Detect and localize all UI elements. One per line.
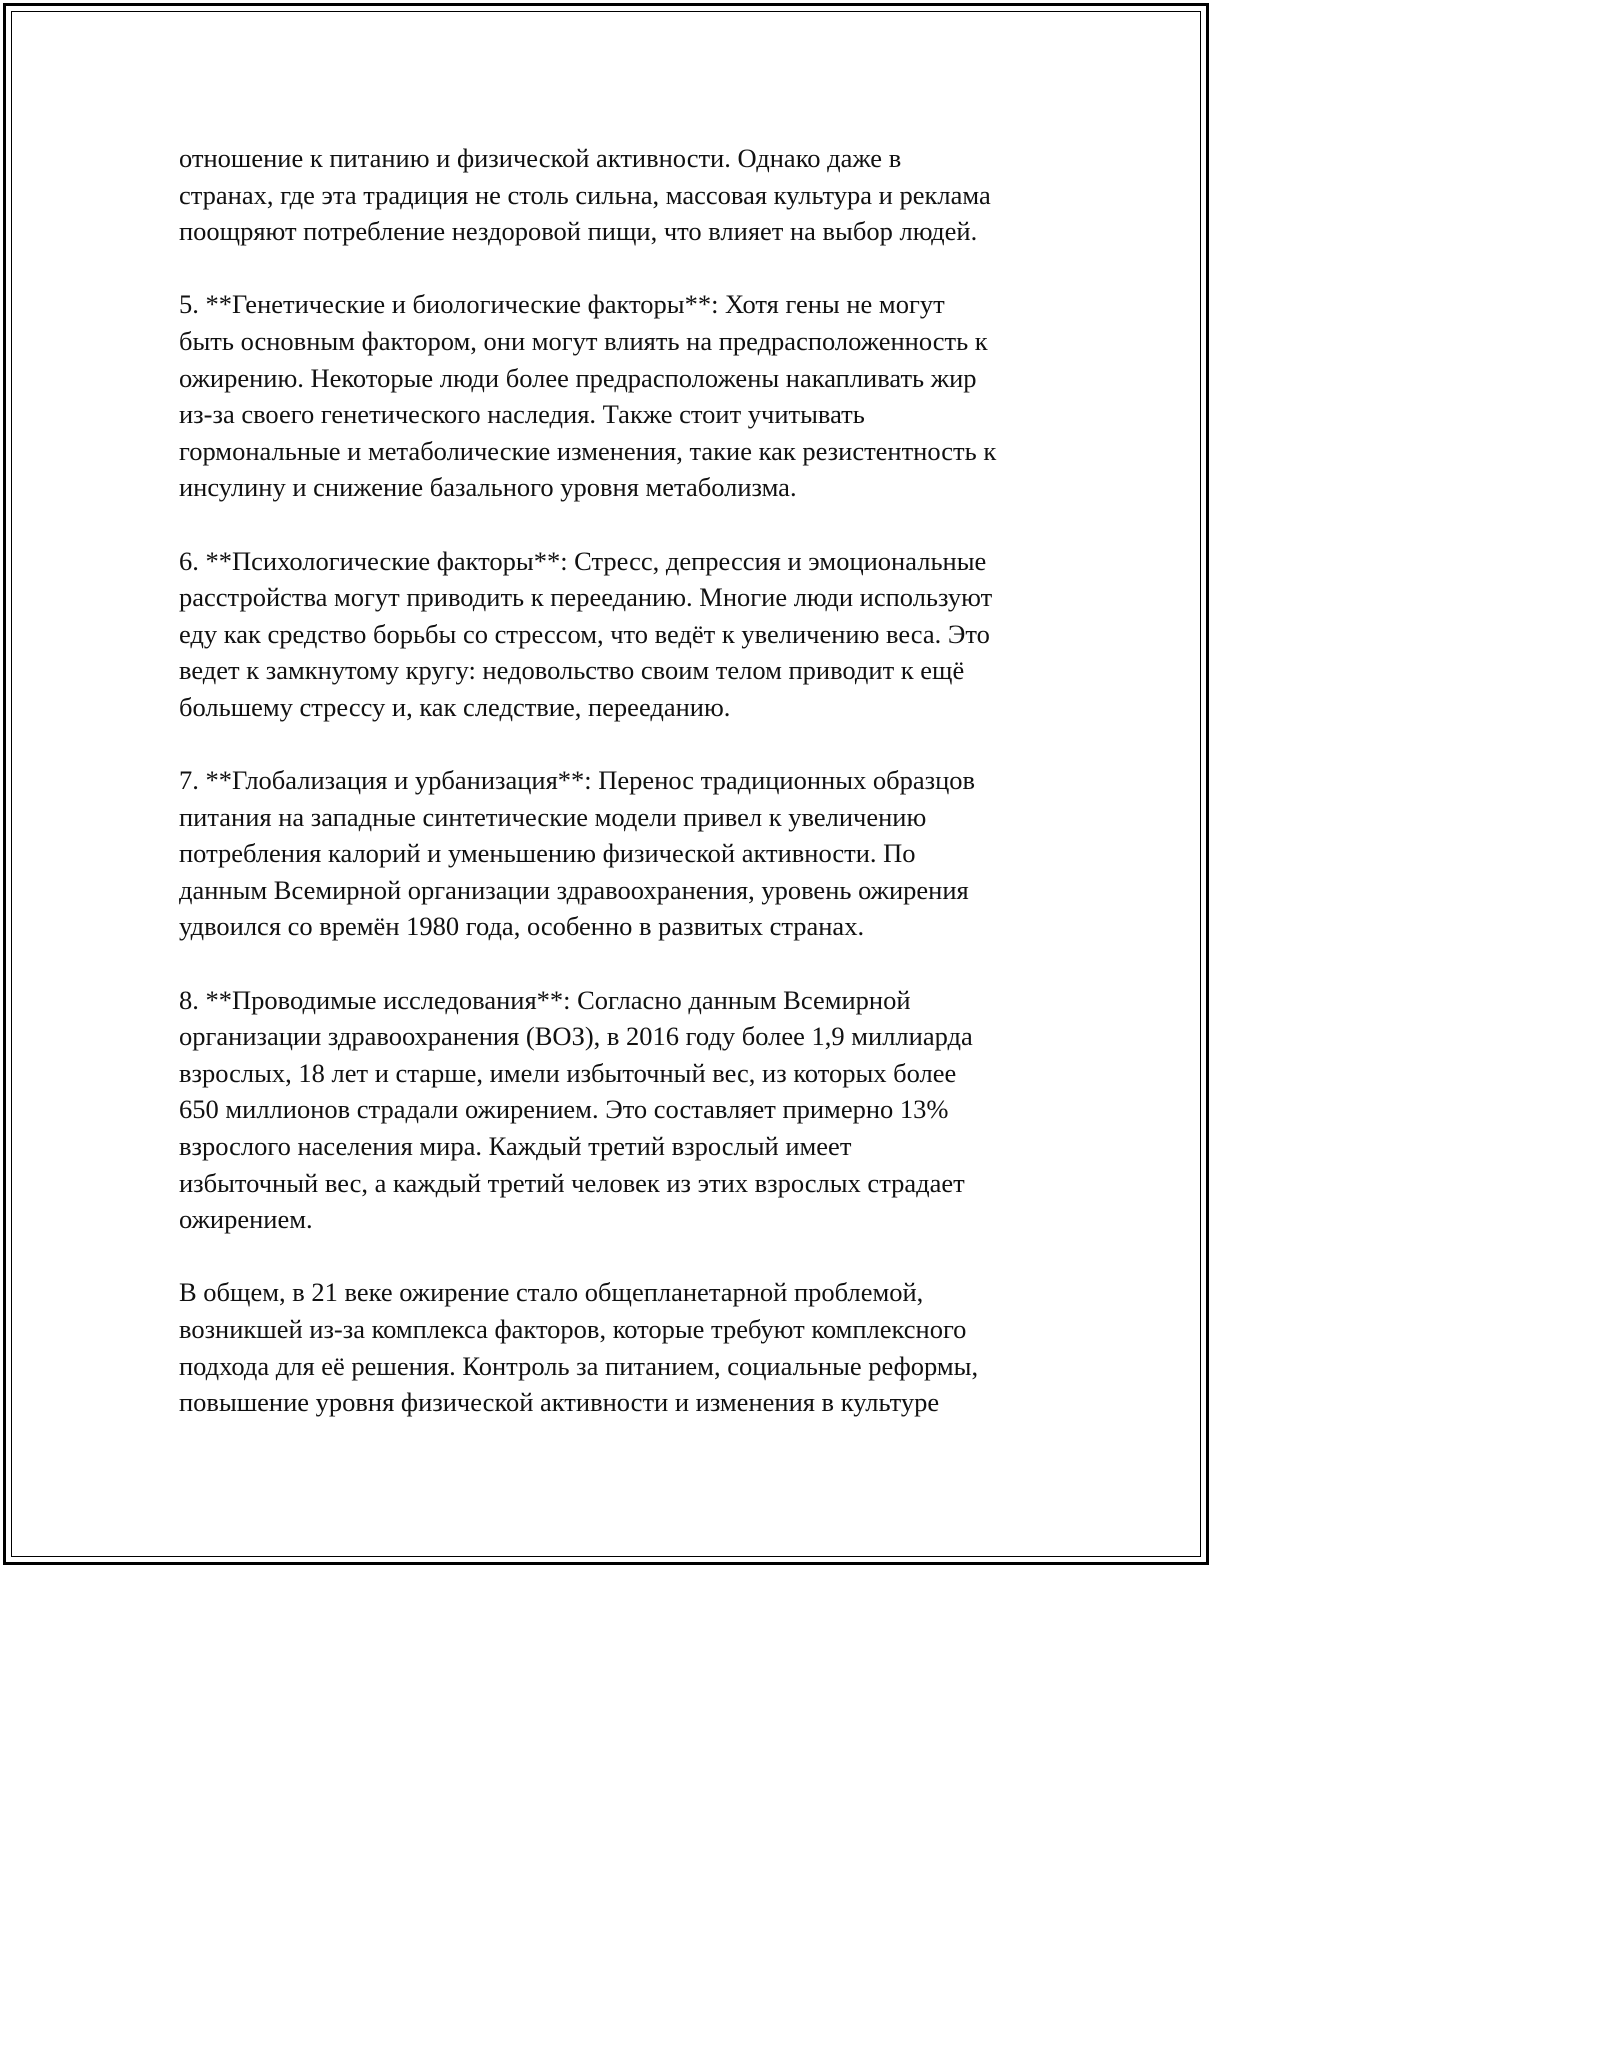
text-line: быть основным фактором, они могут влиять на предрасположенность к: [179, 325, 988, 356]
text-line: организации здравоохранения (ВОЗ), в 2016 году более 1,9 миллиарда: [179, 1021, 973, 1052]
text-line: 8. **Проводимые исследования**: Согласно данным Всемирной: [179, 984, 911, 1015]
text-line: избыточный вес, а каждый третий человек из этих взрослых страдает: [179, 1167, 965, 1198]
text-line: гормональные и метаболические изменения, такие как резистентность к: [179, 435, 997, 466]
text-line: из-за своего генетического наследия. Также стоит учитывать: [179, 399, 865, 430]
text-line: потребления калорий и уменьшению физической активности. По: [179, 838, 916, 869]
text-line: расстройства могут приводить к перееданию. Многие люди используют: [179, 582, 993, 613]
text-line: 5. **Генетические и биологические факторы**: Хотя гены не могут: [179, 289, 945, 320]
text-line: удвоился со времён 1980 года, особенно в развитых странах.: [179, 911, 865, 942]
text-line: странах, где эта традиция не столь сильна, массовая культура и реклама: [179, 179, 991, 210]
text-line: возникшей из-за комплекса факторов, которые требуют комплексного: [179, 1314, 967, 1344]
text-line: взрослого населения мира. Каждый третий взрослый имеет: [179, 1131, 852, 1162]
paragraph-spacer: [179, 250, 1059, 287]
text-line: ведет к замкнутому кругу: недовольство своим телом приводит к ещё: [179, 655, 965, 686]
text-line: большему стрессу и, как следствие, перееданию.: [179, 691, 731, 722]
text-line: ожирением.: [179, 1204, 313, 1235]
text-line: еду как средство борьбы со стрессом, что ведёт к увеличению веса. Это: [179, 618, 990, 649]
text-line: данным Всемирной организации здравоохранения, уровень ожирения: [179, 874, 969, 905]
paragraph-spacer: [179, 1238, 1059, 1275]
text-line: питания на западные синтетические модели привел к увеличению: [179, 801, 927, 832]
paragraph-spacer: [179, 945, 1059, 982]
text-line: отношение к питанию и физической активности. Однако даже в: [179, 143, 902, 173]
text-line: В общем, в 21 веке ожирение стало общепланетарной проблемой,: [179, 1277, 924, 1308]
text-line: инсулину и снижение базального уровня метаболизма.: [179, 472, 797, 503]
text-line: ожирению. Некоторые люди более предрасположены накапливать жир: [179, 362, 977, 393]
paragraph-spacer: [179, 506, 1059, 543]
text-line: поощряют потребление нездоровой пищи, что влияет на выбор людей.: [179, 216, 978, 247]
text-line: 7. **Глобализация и урбанизация**: Перенос традиционных образцов: [179, 765, 976, 796]
text-line: взрослых, 18 лет и старше, имели избыточный вес, из которых более: [179, 1057, 957, 1088]
paragraph-spacer: [179, 726, 1059, 763]
document-body: [179, 140, 1059, 1421]
text-line: 650 миллионов страдали ожирением. Это составляет примерно 13%: [179, 1094, 949, 1125]
text-line: 6. **Психологические факторы**: Стресс, депрессия и эмоциональные: [179, 545, 987, 576]
text-line: повышение уровня физической активности и изменения в культуре: [179, 1387, 940, 1418]
text-line: подхода для её решения. Контроль за питанием, социальные реформы,: [179, 1350, 979, 1381]
